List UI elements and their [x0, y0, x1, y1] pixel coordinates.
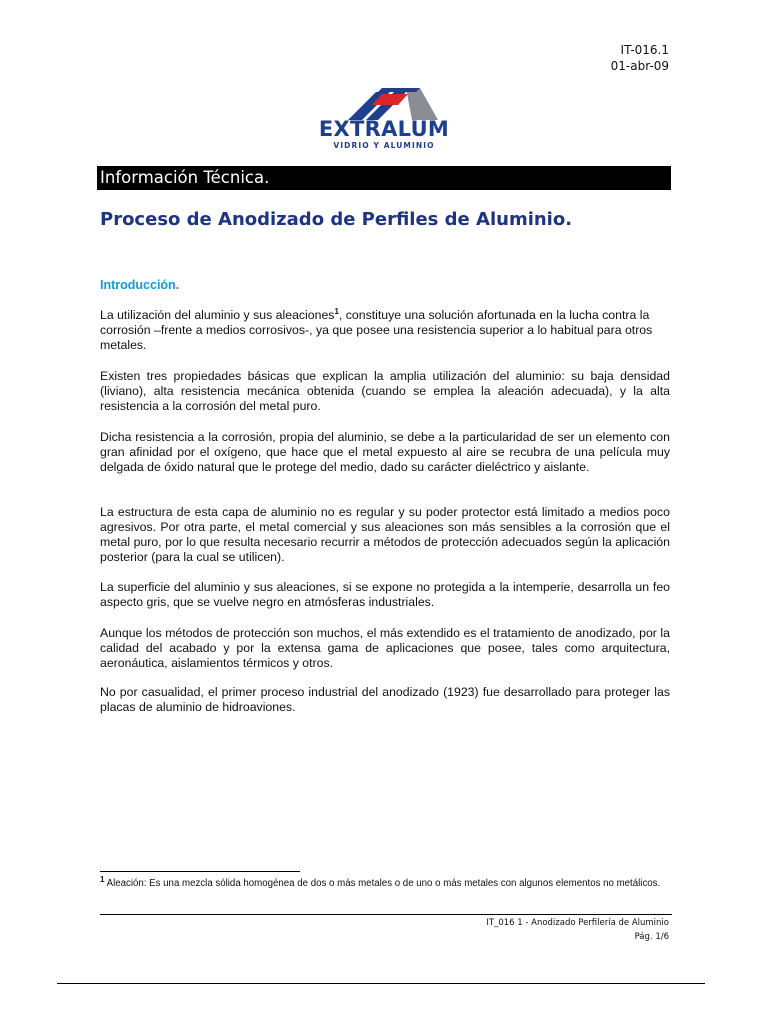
document-header-code	[611, 42, 669, 74]
footnote-separator	[100, 871, 300, 872]
document-title: Proceso de Anodizado de Perfiles de Aluminio.	[100, 209, 573, 230]
logo-mark-icon	[316, 83, 452, 121]
section-heading: Introducción.	[100, 278, 180, 292]
footer-document-title: IT_016 1 - Anodizado Perfilería de Aluminio	[486, 918, 669, 928]
paragraph-1-end: , constituye una solución afortunada en la lucha contra la corrosión –frente a medios corrosivos-, ya que posee una resistencia superior a lo habitual para otros metales.	[100, 308, 653, 352]
paragraph-1	[100, 308, 670, 353]
paragraph-7: No por casualidad, el primer proceso industrial del anodizado (1923) fue desarrollado para proteger las placas de aluminio de hidroaviones.	[100, 685, 670, 714]
paragraph-2: Existen tres propiedades básicas que explican la amplia utilización del aluminio: su baja densidad (liviano), alta resistencia mecánica obtenida (cuando se emplea la aleación adecuada), y la alta resistencia a la corrosión del metal puro.	[100, 369, 670, 413]
paragraph-1-start: La utilización del aluminio y sus aleaciones	[100, 308, 335, 322]
page-number: Pág. 1/6	[634, 932, 669, 942]
footnote-mark: 1	[100, 874, 105, 884]
footnote	[100, 874, 675, 890]
page-footer	[486, 916, 669, 944]
footnote-reference: 1	[334, 306, 339, 316]
footnote-text: Aleación: Es una mezcla sólida homogénea de dos o más metales o de uno o más metales con algunos elementos no metálicos.	[106, 878, 661, 889]
logo-wordmark: EXTRALUM	[318, 117, 450, 141]
paragraph-4: La estructura de esta capa de aluminio no es regular y su poder protector está limitado a medios poco agresivos. Por otra parte, el metal comercial y sus aleaciones son más sensibles a la corrosión que el metal puro, por lo que resulta necesario recurrir a métodos de protección adecuados según la aplicación posterior (para la cual se utilicen).	[100, 505, 670, 564]
paragraph-3: Dicha resistencia a la corrosión, propia del aluminio, se debe a la particularidad de ser un elemento con gran afinidad por el oxígeno, que hace que el metal expuesto al aire se recubra de una película muy delgada de óxido natural que le protege del medio, dado su carácter dieléctrico y aislante.	[100, 430, 670, 474]
paragraph-5: La superficie del aluminio y sus aleaciones, si se expone no protegida a la intemperie, desarrolla un feo aspecto gris, que se vuelve negro en atmósferas industriales.	[100, 580, 670, 609]
paragraph-6: Aunque los métodos de protección son muchos, el más extendido es el tratamiento de anodizado, por la calidad del acabado y por la extensa gama de aplicaciones que posee, tales como arquitectura, aeronáutica, aislamientos térmicos y otros.	[100, 626, 670, 670]
info-banner-label: Información Técnica.	[100, 168, 270, 187]
document-date: 01-abr-09	[610, 59, 669, 73]
logo-tagline: VIDRIO Y ALUMINIO	[333, 141, 435, 150]
document-code: IT-016.1	[620, 43, 669, 57]
info-banner	[97, 166, 671, 190]
footer-separator	[100, 914, 672, 915]
extralum-logo	[316, 83, 452, 153]
page-bottom-divider	[57, 983, 705, 984]
